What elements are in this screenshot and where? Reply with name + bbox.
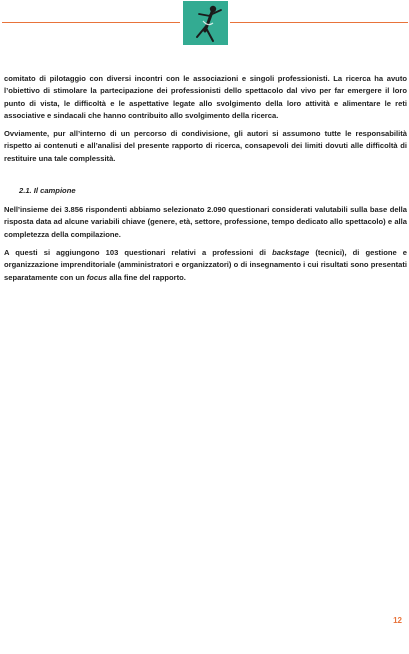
paragraph-4-text-1: A questi si aggiungono 103 questionari relativi a professioni di xyxy=(4,247,273,257)
header-rule-right xyxy=(230,22,408,23)
paragraph-4-text-2: (tecnici), di gestione e organizzazione imprenditoriale (amministratori e organizzatori) o di insegnamento i cui risultati sono presentati separatamente con un xyxy=(4,247,407,282)
paragraph-4-emphasis-backstage: backstage xyxy=(272,247,310,257)
header-rule-left xyxy=(2,22,180,23)
paragraph-1: comitato di pilotaggio con diversi incontri con le associazioni e singoli professionisti. La ricerca ha avuto l’obiettivo di stimolare la partecipazione dei professionisti dello spettacolo dal vivo per far emergere il loro punto di vista, le difficoltà e le aspettative legate allo svolgimento della loro attività e alimentare le reti associative e sindacali che hanno contribuito allo svolgimento della ricerca. xyxy=(4,74,407,120)
paragraph-4 xyxy=(4,247,407,284)
paragraph-4-text-3: alla fine del rapporto. xyxy=(106,272,186,282)
page-number: 12 xyxy=(393,616,402,625)
section-heading: 2.1. Il campione xyxy=(19,186,76,196)
paragraph-3: Nell’insieme dei 3.856 rispondenti abbiamo selezionato 2.090 questionari considerati valutabili sulla base della risposta data ad alcune variabili chiave (genere, età, settore, professione, tempo dedicato allo spettacolo) e alla completezza della compilazione. xyxy=(4,205,407,239)
paragraph-4-emphasis-focus: focus xyxy=(86,272,107,282)
paragraph-2: Ovviamente, pur all’interno di un percorso di condivisione, gli autori si assumono tutte le responsabilità rispetto ai contenuti e all’analisi del presente rapporto di ricerca, consapevoli dei limiti dovuti alle difficoltà di restituire una tale complessità. xyxy=(4,129,407,163)
dancer-logo-icon xyxy=(183,1,228,45)
page-content xyxy=(4,73,407,284)
